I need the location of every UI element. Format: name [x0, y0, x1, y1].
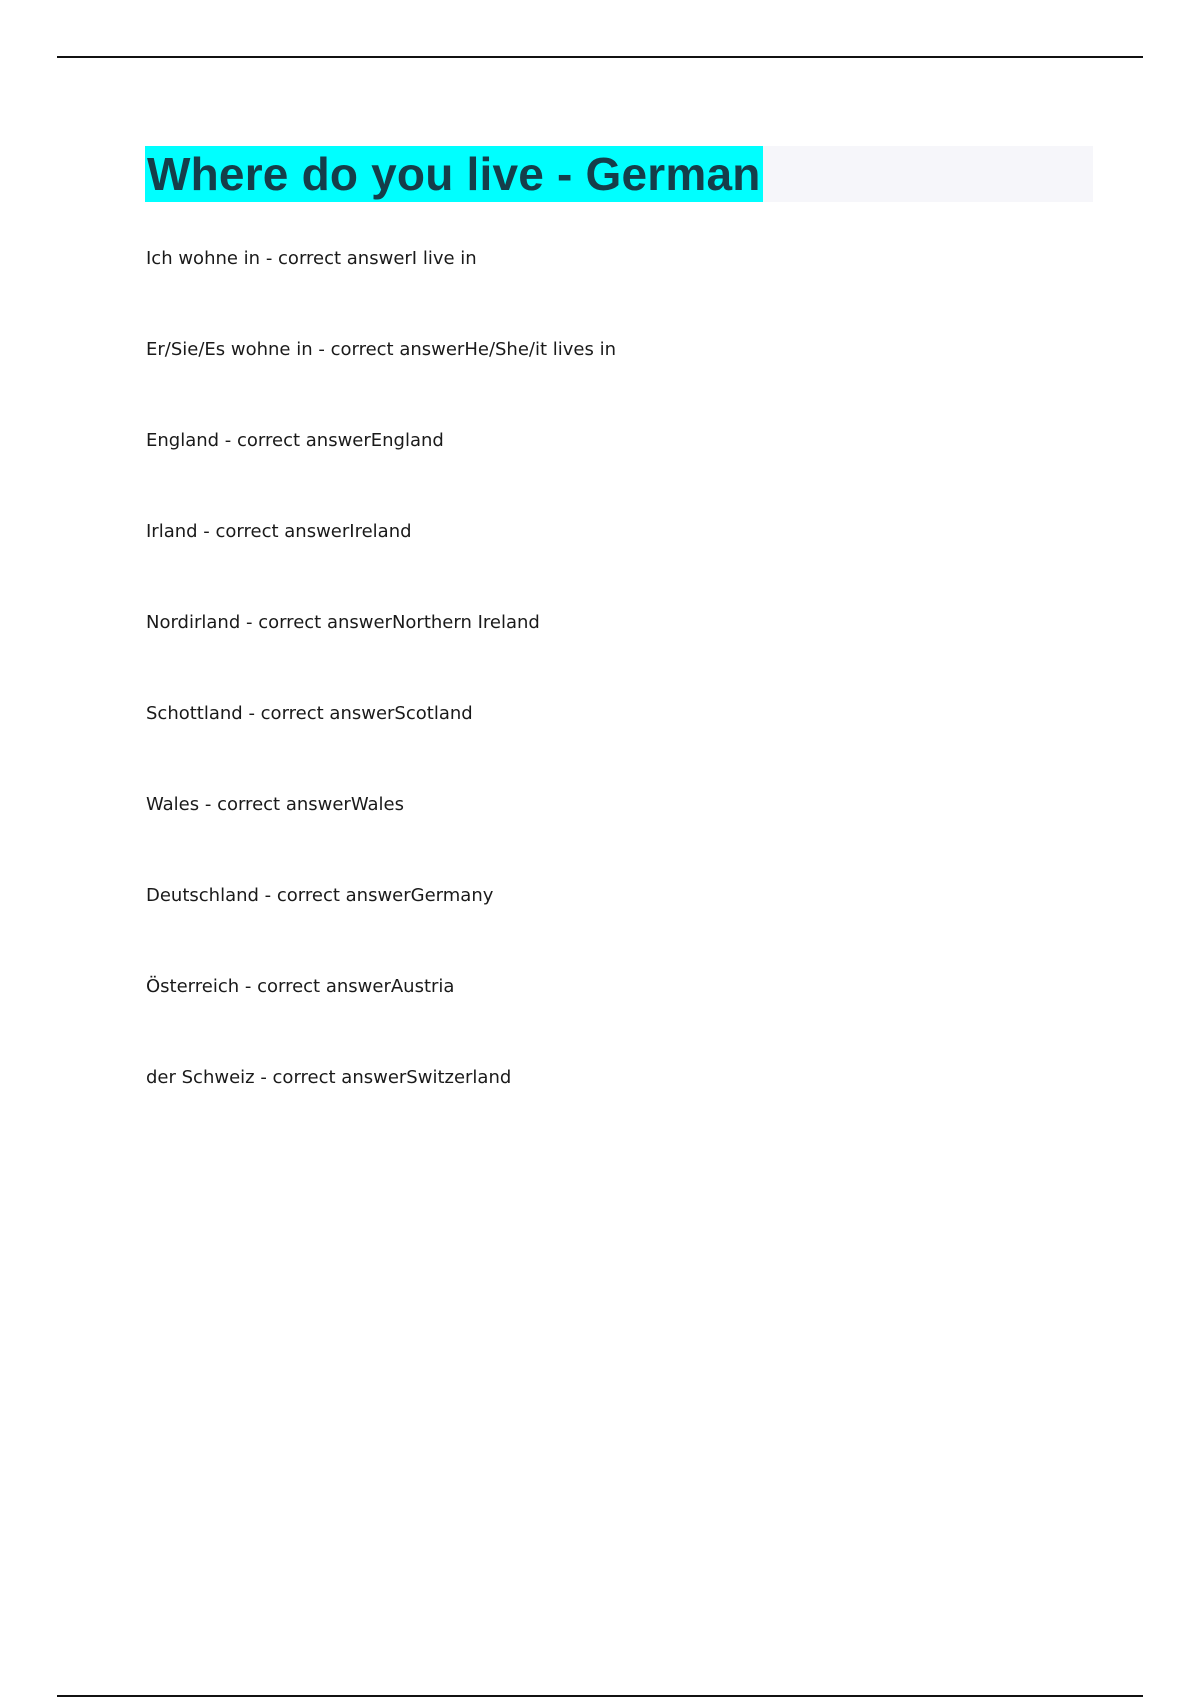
list-item: Ich wohne in - correct answerI live in [146, 248, 477, 269]
list-item: Irland - correct answerIreland [146, 521, 412, 542]
list-item: Wales - correct answerWales [146, 794, 404, 815]
list-item: Schottland - correct answerScotland [146, 703, 473, 724]
top-rule [57, 56, 1143, 58]
list-item: Deutschland - correct answerGermany [146, 885, 494, 906]
bottom-rule [57, 1695, 1143, 1697]
list-item: England - correct answerEngland [146, 430, 444, 451]
list-item: Nordirland - correct answerNorthern Ireland [146, 612, 540, 633]
flashcard-list [146, 246, 616, 1156]
list-item: Österreich - correct answerAustria [146, 976, 455, 997]
page-title: Where do you live - German [147, 148, 761, 200]
list-item: der Schweiz - correct answerSwitzerland [146, 1067, 512, 1088]
list-item: Er/Sie/Es wohne in - correct answerHe/She/it lives in [146, 339, 616, 360]
